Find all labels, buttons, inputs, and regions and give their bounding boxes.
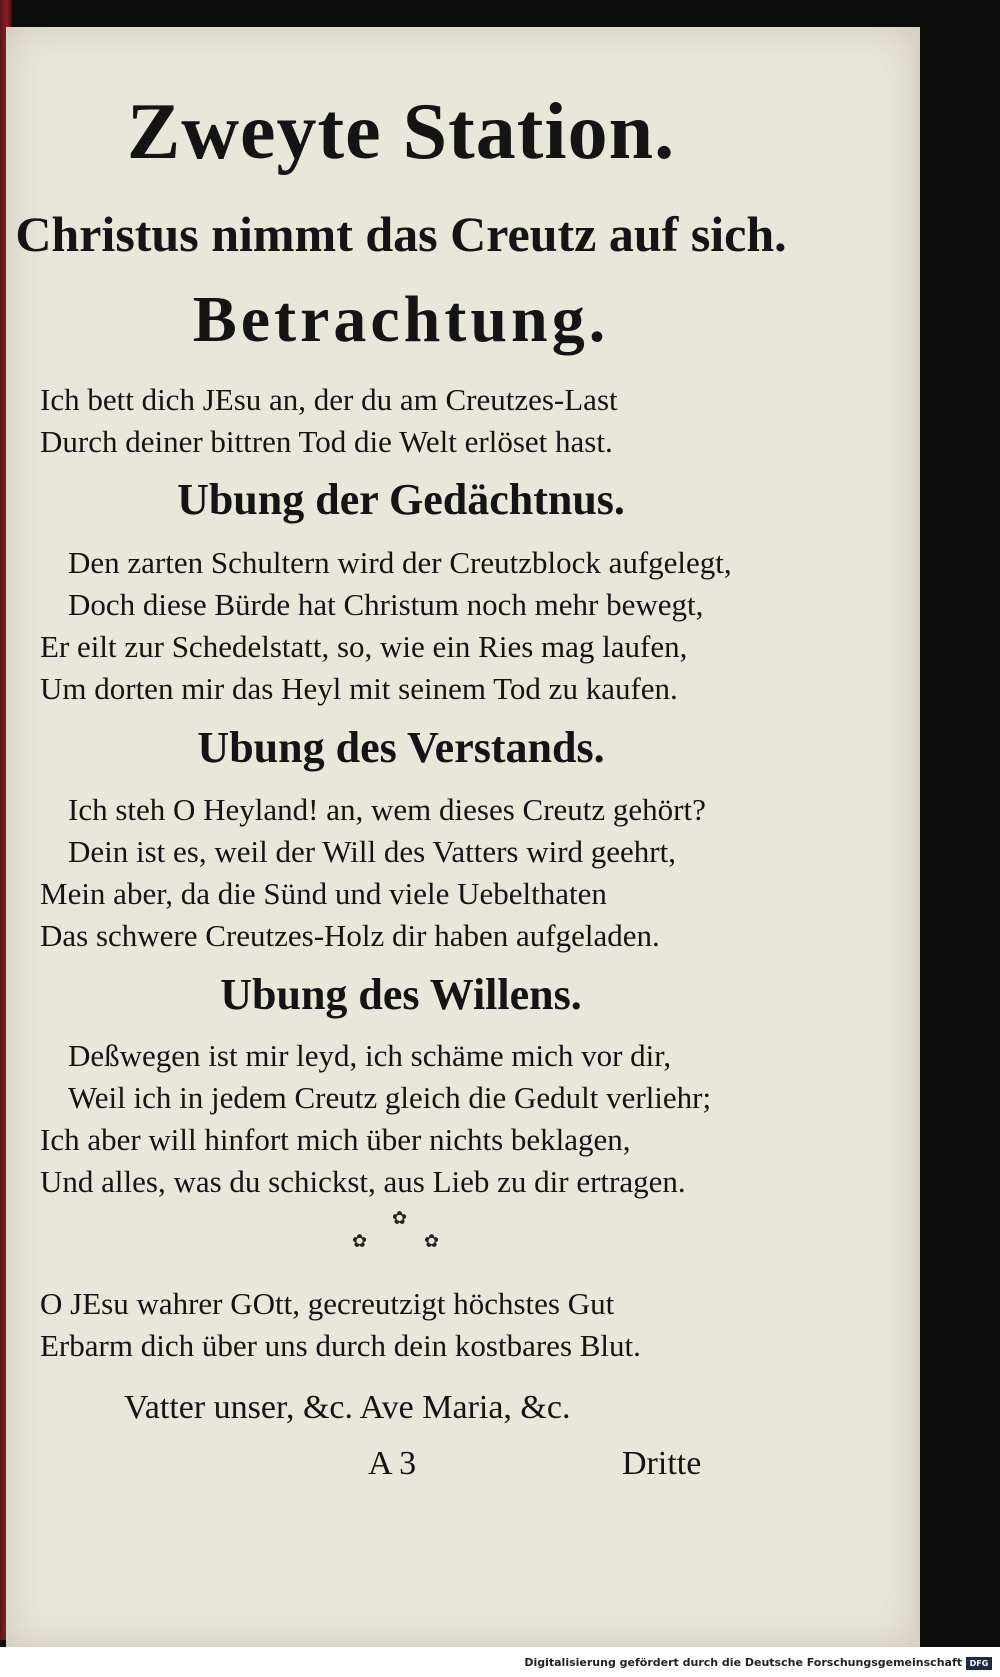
understanding-verse-3: Mein aber, da die Sünd und viele Uebelthaten bbox=[40, 876, 607, 911]
prayer-verse-2: Erbarm dich über uns durch dein kostbares Blut. bbox=[40, 1328, 641, 1363]
section-heading-will: Ubung des Willens. bbox=[220, 970, 582, 1019]
will-verse-2: Weil ich in jedem Creutz gleich die Gedult verliehr; bbox=[68, 1080, 712, 1115]
memory-verse-2: Doch diese Bürde hat Christum noch mehr bewegt, bbox=[68, 587, 704, 622]
page-content bbox=[6, 27, 916, 1647]
contemplation-heading: Betrachtung. bbox=[192, 283, 610, 356]
will-verse-4: Und alles, was du schickst, aus Lieb zu dir ertragen. bbox=[40, 1164, 686, 1199]
section-heading-memory: Ubung der Gedächtnus. bbox=[177, 475, 625, 524]
memory-verse-4: Um dorten mir das Heyl mit seinem Tod zu kaufen. bbox=[40, 671, 678, 706]
signature-mark: A 3 bbox=[368, 1445, 417, 1482]
station-subtitle: Christus nimmt das Creutz auf sich. bbox=[15, 206, 787, 262]
digitization-credit: Digitalisierung gefördert durch die Deutsche Forschungsgemeinschaft bbox=[524, 1656, 962, 1669]
understanding-verse-1: Ich steh O Heyland! an, wem dieses Creutz gehört? bbox=[68, 792, 706, 827]
intro-verse-1: Ich bett dich JEsu an, der du am Creutzes-Last bbox=[40, 382, 618, 417]
understanding-verse-2: Dein ist es, weil der Will des Vatters wird geehrt, bbox=[68, 834, 676, 869]
catchword: Dritte bbox=[622, 1445, 702, 1482]
will-verse-1: Deßwegen ist mir leyd, ich schäme mich vor dir, bbox=[68, 1038, 672, 1073]
credit-bar bbox=[0, 1647, 1000, 1677]
closing-prayers: Vatter unser, &c. Ave Maria, &c. bbox=[124, 1389, 571, 1426]
intro-verse-2: Durch deiner bittren Tod die Welt erlöset hast. bbox=[40, 424, 613, 459]
prayer-verse-1: O JEsu wahrer GOtt, gecreutzigt höchstes Gut bbox=[40, 1286, 615, 1321]
ornament-star-icon: ✿ bbox=[352, 1231, 368, 1252]
memory-verse-3: Er eilt zur Schedelstatt, so, wie ein Ries mag laufen, bbox=[40, 629, 688, 664]
book-page bbox=[6, 27, 920, 1647]
ornament-star-icon: ✿ bbox=[424, 1231, 440, 1252]
section-heading-understanding: Ubung des Verstands. bbox=[197, 723, 605, 772]
understanding-verse-4: Das schwere Creutzes-Holz dir haben aufgeladen. bbox=[40, 918, 660, 953]
ornament-star-icon: ✿ bbox=[392, 1208, 408, 1229]
station-title: Zweyte Station. bbox=[126, 88, 676, 176]
dfg-logo-icon: DFG bbox=[966, 1657, 992, 1670]
memory-verse-1: Den zarten Schultern wird der Creutzblock aufgelegt, bbox=[68, 545, 732, 580]
will-verse-3: Ich aber will hinfort mich über nichts beklagen, bbox=[40, 1122, 631, 1157]
